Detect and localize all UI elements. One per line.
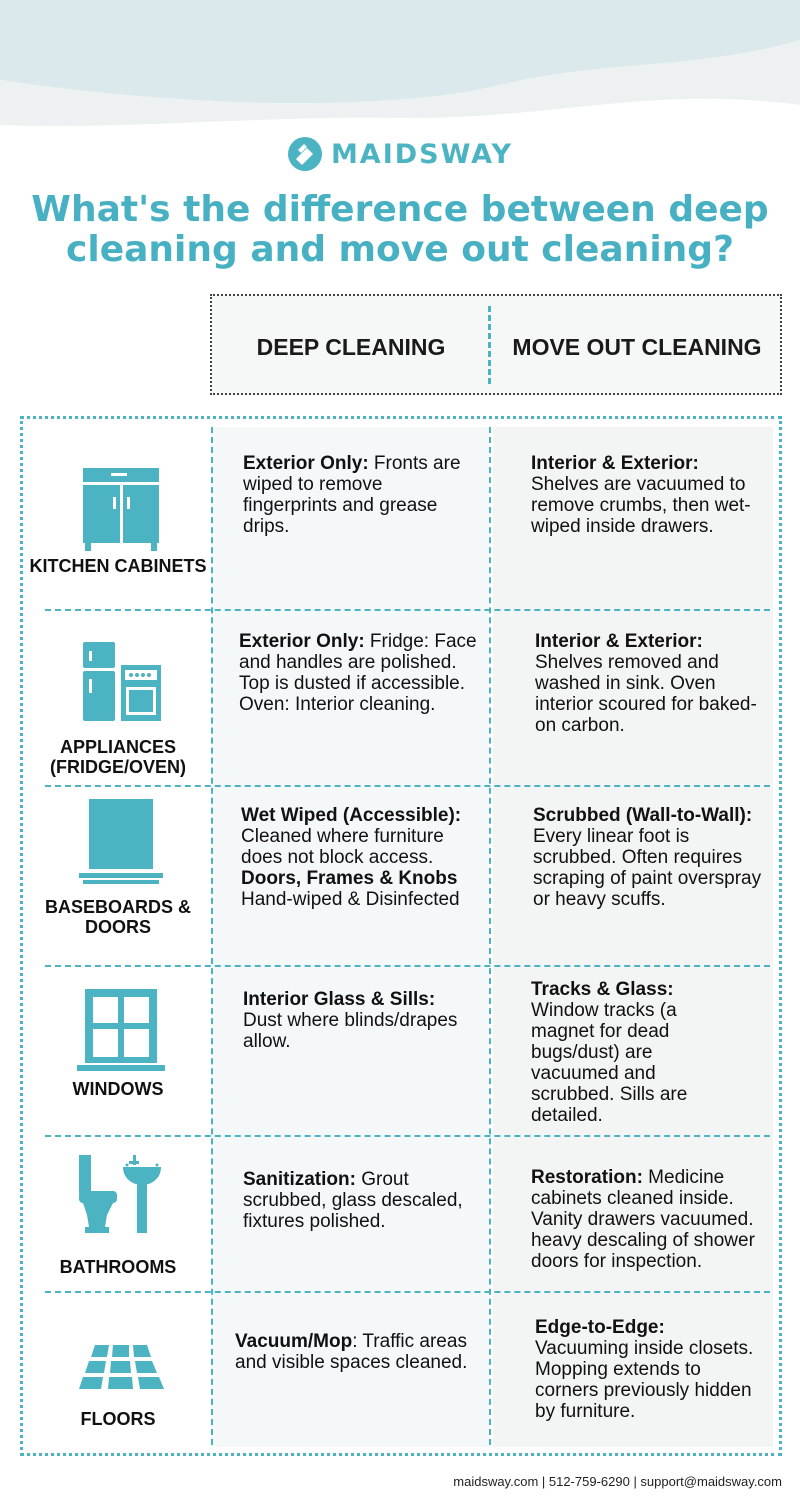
row-label: FLOORS	[80, 1409, 156, 1429]
deep-cleaning-heading: Exterior Only:	[243, 453, 369, 474]
move-out-cleaning-text	[533, 805, 767, 910]
move-out-detail: Window tracks (a magnet for dead bugs/dust) are vacuumed and scrubbed. Sills are detailed.	[531, 1000, 688, 1126]
footer-contact: maidsway.com | 512-759-6290 | support@maidsway.com	[453, 1474, 782, 1489]
fridge-oven-icon	[71, 637, 171, 727]
deep-cleaning-text	[235, 1331, 475, 1373]
move-out-detail: Shelves removed and washed in sink. Oven interior scoured for baked-on carbon.	[535, 652, 757, 736]
row-label: APPLIANCES (FRIDGE/OVEN)	[49, 737, 186, 777]
column-header-move-out-cleaning: MOVE OUT CLEANING	[512, 334, 762, 360]
move-out-heading: Interior & Exterior:	[535, 631, 703, 652]
deep-cleaning-subheading: Doors, Frames & Knobs	[241, 868, 458, 889]
maidsway-logo-icon	[287, 136, 323, 172]
deep-cleaning-heading: Exterior Only:	[239, 631, 365, 652]
window-icon	[71, 987, 171, 1077]
move-out-detail: Shelves are vacuumed to remove crumbs, then wet-wiped inside drawers.	[531, 474, 751, 537]
move-out-detail: Medicine cabinets cleaned inside. Vanity drawers vacuumed. heavy descaling of shower doors for inspection.	[531, 1167, 755, 1272]
deep-cleaning-text	[243, 1169, 475, 1232]
deep-cleaning-text	[243, 453, 475, 537]
floor-tiles-icon	[71, 1327, 171, 1417]
row-label: BATHROOMS	[59, 1257, 177, 1277]
deep-cleaning-heading: Interior Glass & Sills:	[243, 989, 436, 1010]
deep-cleaning-text	[243, 989, 475, 1052]
deep-cleaning-detail: : Traffic areas and visible spaces cleaned.	[235, 1331, 468, 1373]
table-row-floors	[23, 1291, 779, 1453]
deep-cleaning-heading: Sanitization:	[243, 1169, 356, 1190]
deep-cleaning-detail: Fronts are wiped to remove fingerprints and grease drips.	[243, 453, 461, 537]
move-out-heading: Tracks & Glass:	[531, 979, 674, 1000]
deep-cleaning-heading: Wet Wiped (Accessible):	[241, 805, 462, 826]
table-row-kitchen-cabinets	[23, 419, 779, 609]
table-row-appliances	[23, 609, 779, 785]
deep-cleaning-detail: Cleaned where furniture does not block access.	[241, 826, 444, 868]
page-title: What's the difference between deep cleaning and move out cleaning?	[31, 189, 769, 270]
deep-cleaning-detail: Fridge: Face and handles are polished. Top is dusted if accessible. Oven: Interior cleaning.	[239, 631, 477, 715]
deep-cleaning-text	[239, 631, 479, 715]
column-header-divider	[488, 306, 491, 384]
move-out-cleaning-text	[531, 979, 731, 1126]
comparison-table	[20, 416, 782, 1456]
header-wave-decoration	[0, 0, 800, 140]
deep-cleaning-detail: Grout scrubbed, glass descaled, fixtures polished.	[243, 1169, 463, 1232]
column-headers	[210, 294, 782, 395]
kitchen-cabinet-icon	[71, 463, 171, 553]
deep-cleaning-heading: Vacuum/Mop	[235, 1331, 353, 1352]
row-label: KITCHEN CABINETS	[29, 556, 207, 576]
deep-cleaning-text	[241, 805, 481, 910]
brand-name: MAIDSWAY	[330, 138, 514, 170]
move-out-cleaning-text	[535, 1317, 755, 1422]
move-out-heading: Interior & Exterior:	[531, 453, 699, 474]
door-icon	[71, 797, 171, 887]
move-out-detail: Vacuuming inside closets. Mopping extends to corners previously hidden by furniture.	[535, 1338, 754, 1422]
row-label: BASEBOARDS & DOORS	[44, 897, 191, 937]
move-out-heading: Edge-to-Edge:	[535, 1317, 665, 1338]
move-out-heading: Restoration:	[531, 1167, 643, 1188]
toilet-sink-icon	[71, 1149, 171, 1239]
move-out-cleaning-text	[535, 631, 765, 736]
brand-header	[0, 136, 800, 172]
table-row-windows	[23, 965, 779, 1135]
move-out-detail: Every linear foot is scrubbed. Often requires scraping of paint overspray or heavy scuffs.	[533, 826, 762, 910]
move-out-cleaning-text	[531, 453, 763, 537]
table-row-bathrooms	[23, 1135, 779, 1291]
column-header-deep-cleaning: DEEP CLEANING	[256, 334, 446, 360]
move-out-heading: Scrubbed (Wall-to-Wall):	[533, 805, 753, 826]
deep-cleaning-detail: Dust where blinds/drapes allow.	[243, 1010, 458, 1052]
deep-cleaning-subdetail: Hand-wiped & Disinfected	[241, 889, 460, 910]
move-out-cleaning-text	[531, 1167, 771, 1272]
table-row-baseboards-doors	[23, 785, 779, 965]
row-label: WINDOWS	[72, 1079, 164, 1099]
